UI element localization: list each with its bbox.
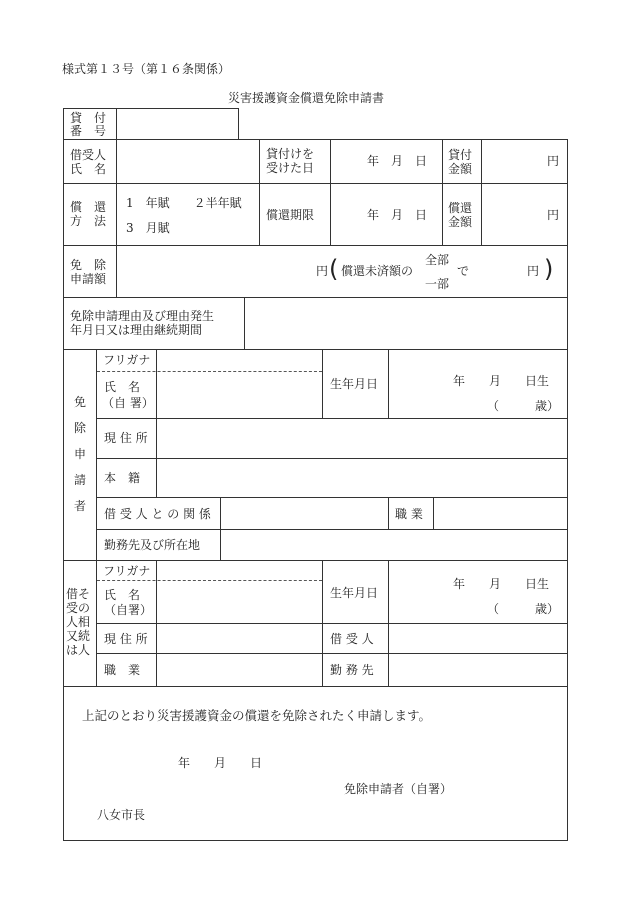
heir-workplace-label: 勤 務 先 bbox=[330, 663, 374, 677]
applicant-age-field[interactable]: （ 歳） bbox=[487, 399, 560, 413]
loan-amount-field[interactable]: 円 bbox=[547, 154, 560, 168]
applicant-name-field[interactable] bbox=[157, 372, 322, 418]
declaration-text: 上記のとおり災害援護資金の償還を免除されたく申請します。 bbox=[82, 708, 432, 723]
applicant-workplace-label: 勤務先及び所在地 bbox=[104, 538, 201, 552]
loan-number-label-1: 貸 付 bbox=[70, 111, 107, 125]
repayment-amount-label-1: 償還 bbox=[448, 201, 473, 215]
applicant-signature-field[interactable] bbox=[456, 778, 556, 798]
applicant-birth-label: 生年月日 bbox=[330, 377, 379, 391]
applicant-workplace-field[interactable] bbox=[221, 530, 567, 560]
applicant-name-label-1: 氏 名 bbox=[104, 380, 141, 394]
reason-field[interactable] bbox=[245, 298, 567, 349]
heir-birth-field[interactable]: 年 月 日生 bbox=[453, 577, 550, 591]
applicant-occupation-field[interactable] bbox=[434, 498, 567, 529]
right-bracket: ) bbox=[544, 255, 554, 283]
form-title: 災害援護資金償還免除申請書 bbox=[228, 91, 385, 105]
applicant-signature-label: 免除申請者（自署） bbox=[344, 782, 453, 796]
loan-date-label-1: 貸付けを bbox=[266, 147, 315, 161]
applicant-side-label: 免 除 申 請 者 bbox=[73, 395, 86, 513]
applicant-address-field[interactable] bbox=[157, 419, 567, 458]
heir-occupation-field[interactable] bbox=[157, 654, 322, 686]
reason-label-2: 年月日又は理由継続期間 bbox=[70, 323, 203, 337]
unpaid-label: 償還未済額の bbox=[341, 264, 414, 278]
applicant-address-label: 現 住 所 bbox=[104, 431, 148, 445]
all-option[interactable]: 全部 bbox=[425, 253, 450, 267]
heir-furigana-label: フリガナ bbox=[103, 564, 151, 578]
exemption-amount-field[interactable]: 円 bbox=[316, 264, 329, 278]
heir-birth-label: 生年月日 bbox=[330, 586, 379, 600]
left-bracket: ( bbox=[329, 255, 339, 283]
applicant-occupation-label: 職 業 bbox=[395, 507, 423, 521]
applicant-relation-label: 借 受 人 と の 関 係 bbox=[104, 507, 211, 521]
applicant-furigana-label: フリガナ bbox=[103, 353, 151, 367]
repayment-deadline-label: 償還期限 bbox=[266, 208, 315, 222]
reason-label-1: 免除申請理由及び理由発生 bbox=[70, 309, 215, 323]
de-label: で bbox=[457, 264, 470, 278]
heir-name-label-1: 氏 名 bbox=[104, 588, 141, 602]
exemption-label-1: 免 除 bbox=[70, 258, 107, 272]
borrower-name-field[interactable] bbox=[117, 140, 259, 183]
borrower-label-1: 借受人 bbox=[70, 148, 107, 162]
repayment-option-2[interactable]: 3 月賦 bbox=[126, 221, 170, 235]
heir-borrower-label: 借 受 人 bbox=[330, 632, 374, 646]
repayment-amount-field[interactable]: 円 bbox=[547, 208, 560, 222]
loan-amount-label-1: 貸付 bbox=[448, 148, 473, 162]
borrower-label-2: 氏 名 bbox=[70, 162, 107, 176]
repayment-deadline-field[interactable]: 年 月 日 bbox=[367, 208, 428, 222]
loan-date-label-2: 受けた日 bbox=[266, 161, 315, 175]
heir-name-field[interactable] bbox=[157, 581, 322, 623]
heir-workplace-field[interactable] bbox=[389, 654, 567, 686]
heir-name-label-2: （自署） bbox=[104, 603, 153, 617]
loan-number-label-2: 番 号 bbox=[70, 124, 107, 138]
repayment-option-1[interactable]: 1 年賦 ２半年賦 bbox=[126, 196, 242, 210]
heir-age-field[interactable]: （ 歳） bbox=[487, 602, 560, 616]
heir-address-field[interactable] bbox=[157, 624, 322, 653]
addressee: 八女市長 bbox=[97, 808, 146, 822]
heir-side-label: 借そ 受の 人相 又続 は人 bbox=[66, 587, 91, 657]
applicant-domicile-field[interactable] bbox=[157, 459, 567, 497]
form-number: 様式第１３号（第１６条関係） bbox=[62, 62, 231, 76]
applicant-domicile-label: 本 籍 bbox=[104, 471, 141, 485]
applicant-birth-field[interactable]: 年 月 日生 bbox=[453, 374, 550, 388]
heir-address-label: 現 住 所 bbox=[104, 632, 148, 646]
heir-borrower-field[interactable] bbox=[389, 624, 567, 653]
repayment-method-label-1: 償 還 bbox=[70, 200, 107, 214]
heir-occupation-label: 職 業 bbox=[104, 663, 141, 677]
loan-date-field[interactable]: 年 月 日 bbox=[367, 154, 428, 168]
part-option[interactable]: 一部 bbox=[425, 277, 450, 291]
repayment-method-label-2: 方 法 bbox=[70, 214, 107, 228]
heir-furigana-field[interactable] bbox=[157, 561, 322, 580]
declaration-date-field[interactable]: 年 月 日 bbox=[178, 756, 263, 770]
exemption-partial-field[interactable]: 円 bbox=[527, 264, 540, 278]
applicant-name-label-2: （自 署） bbox=[102, 396, 154, 410]
loan-number-field[interactable] bbox=[117, 109, 238, 139]
applicant-furigana-field[interactable] bbox=[157, 350, 322, 371]
repayment-amount-label-2: 金額 bbox=[448, 215, 473, 229]
loan-amount-label-2: 金額 bbox=[448, 162, 473, 176]
exemption-label-2: 申請額 bbox=[70, 272, 107, 286]
applicant-relation-field[interactable] bbox=[221, 498, 388, 529]
